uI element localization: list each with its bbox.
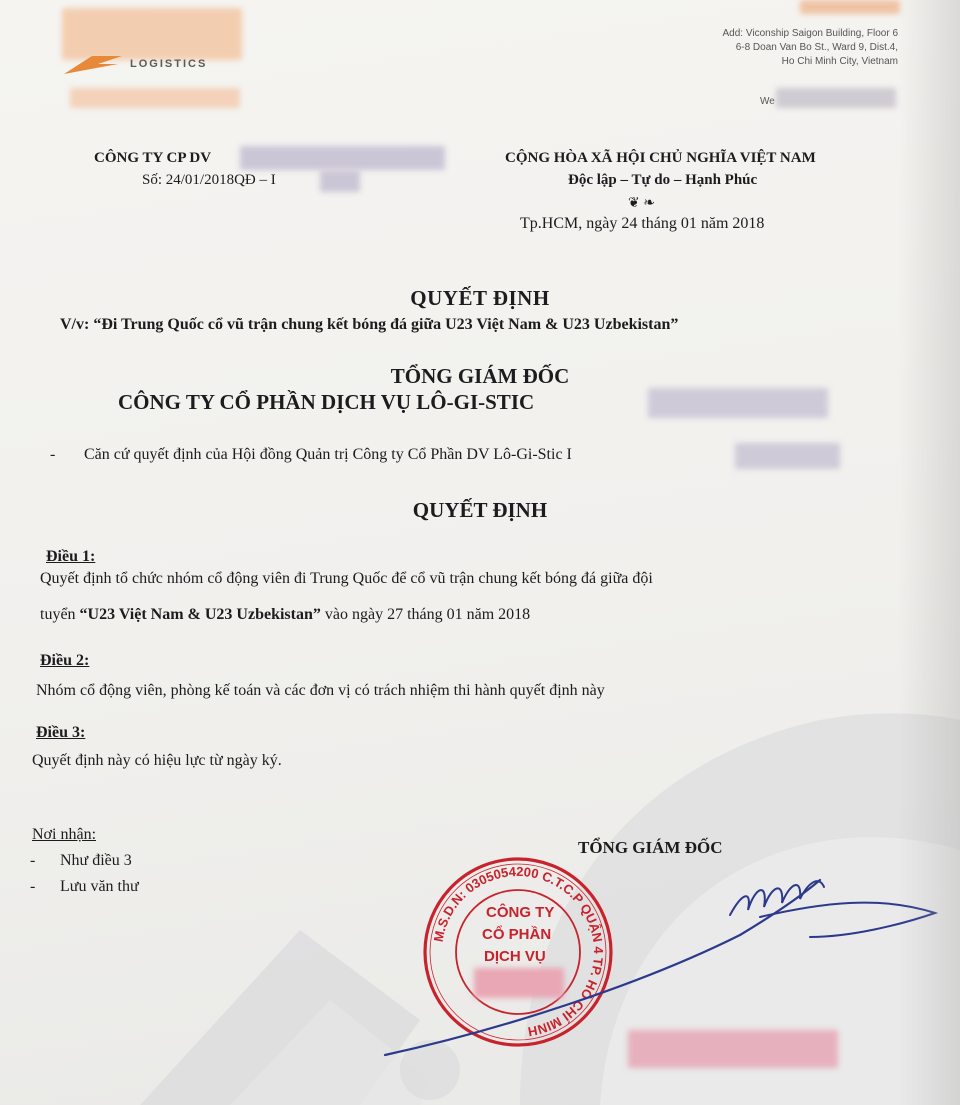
redacted-issuer-company <box>648 388 828 418</box>
article-2-text: Nhóm cổ động viên, phòng kế toán và các đơn vị có trách nhiệm thi hành quyết định này <box>36 682 605 699</box>
recipients-label: Nơi nhận: <box>32 826 97 843</box>
company-name-header: CÔNG TY CP DV <box>94 150 212 166</box>
stamp-center-line-3: DỊCH VỤ <box>484 948 546 965</box>
logo-icon <box>62 52 124 78</box>
issuer-company: CÔNG TY CỔ PHẦN DỊCH VỤ LÔ-GI-STIC <box>118 390 535 414</box>
redacted-company <box>240 146 445 170</box>
article-3-text: Quyết định này có hiệu lực từ ngày ký. <box>32 752 282 769</box>
signer-title: TỔNG GIÁM ĐỐC <box>578 838 723 857</box>
article-1-label: Điều 1: <box>46 548 96 565</box>
article-1-line-1: Quyết định tổ chức nhóm cổ động viên đi Trung Quốc để cổ vũ trận chung kết bóng đá giữa đội <box>40 570 653 587</box>
letterhead-web-prefix: We <box>760 96 775 107</box>
redacted-doc-number <box>320 170 360 192</box>
page-edge-shadow <box>898 0 960 1105</box>
redacted-signer-name <box>628 1030 838 1068</box>
basis-bullet: - <box>50 446 56 463</box>
country-title: CỘNG HÒA XÃ HỘI CHỦ NGHĨA VIỆT NAM <box>505 150 816 166</box>
recipient-item-1: Như điều 3 <box>60 852 132 869</box>
article-1-line-2 <box>40 606 530 624</box>
redacted-basis <box>735 443 840 469</box>
letterhead-address-2: 6-8 Doan Van Bo St., Ward 9, Dist.4, <box>735 42 898 53</box>
recipient-bullet-2: - <box>30 878 36 895</box>
recipient-bullet-1: - <box>30 852 36 869</box>
logo-text: LOGISTICS <box>130 58 208 70</box>
redacted-top-right <box>800 0 900 14</box>
issuer-title: TỔNG GIÁM ĐỐC <box>390 364 570 388</box>
letterhead-address-3: Ho Chi Minh City, Vietnam <box>781 56 898 67</box>
recipient-item-2: Lưu văn thư <box>60 878 139 895</box>
article-1-teams: “U23 Việt Nam & U23 Uzbekistan” <box>79 606 321 623</box>
basis-text: Căn cứ quyết định của Hội đồng Quản trị Công ty Cổ Phần DV Lô-Gi-Stic I <box>84 446 572 463</box>
redacted-website <box>776 88 896 108</box>
stamp-center-line-1: CÔNG TY <box>486 904 555 921</box>
ornament-divider: ❦ ❧ <box>628 196 655 211</box>
letterhead-address-1: Add: Viconship Saigon Building, Floor 6 <box>722 28 898 39</box>
date-line: Tp.HCM, ngày 24 tháng 01 năm 2018 <box>520 215 765 232</box>
article-1-line-2-suffix: vào ngày 27 tháng 01 năm 2018 <box>320 606 531 623</box>
document-subject: V/v: “Đi Trung Quốc cổ vũ trận chung kết bóng đá giữa U23 Việt Nam & U23 Uzbekistan” <box>60 316 679 333</box>
document-title: QUYẾT ĐỊNH <box>410 286 550 310</box>
decision-heading: QUYẾT ĐỊNH <box>412 498 548 522</box>
article-1-line-2-prefix: tuyển <box>40 606 80 623</box>
national-motto: Độc lập – Tự do – Hạnh Phúc <box>568 172 758 188</box>
redacted-tagline <box>70 88 240 108</box>
svg-text:M.S.D.N: 0305054200 C.T.C.P: M.S.D.N: 0305054200 C.T.C.P QUẬN 4 TP. HỒ CHÍ MINH <box>430 863 607 1040</box>
stamp-center-line-2: CỔ PHẦN <box>482 926 552 943</box>
document-number: Số: 24/01/2018QĐ – I <box>142 172 276 188</box>
article-3-label: Điều 3: <box>36 724 86 741</box>
article-2-label: Điều 2: <box>40 652 90 669</box>
